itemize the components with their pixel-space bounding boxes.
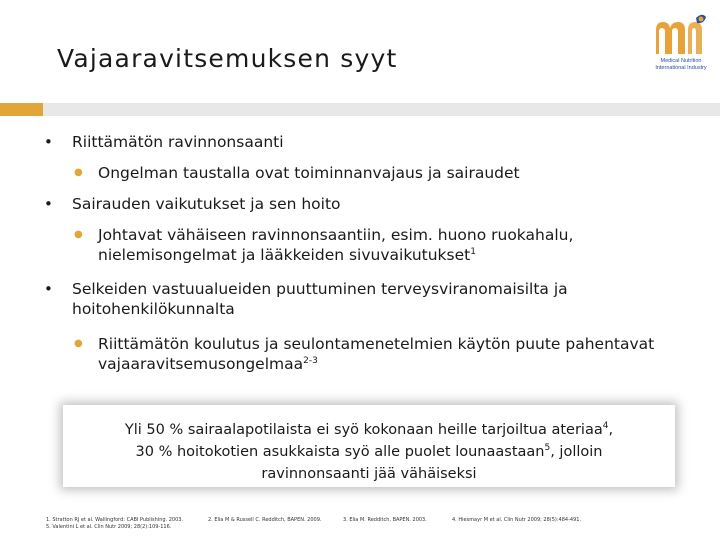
logo-text-line2: International Industry	[655, 65, 707, 71]
sub-bullet-dot: ●	[74, 229, 83, 240]
sub-bullet-text	[98, 225, 658, 265]
sub-bullet-line: vajaaravitsemusongelmaa	[98, 355, 304, 373]
reference-3: 3. Elia M. Redditch, BAPEN. 2003.	[343, 517, 427, 523]
highlight-callout	[63, 405, 675, 487]
bullet-dot: •	[44, 133, 53, 151]
sub-bullet-line: Riittämätön koulutus ja seulontamenetelmien käytön puute pahentavat	[98, 335, 655, 353]
sub-bullet-text	[98, 334, 658, 374]
footnote-ref: 1	[470, 246, 476, 257]
bullet-text: Sairauden vaikutukset ja sen hoito	[72, 195, 341, 213]
bullet-line: hoitohenkilökunnalta	[72, 300, 235, 318]
callout-text: ,	[608, 422, 614, 438]
callout-text: , jolloin	[550, 444, 603, 460]
bullet-line: Selkeiden vastuualueiden puuttuminen terveysviranomaisilta ja	[72, 280, 568, 298]
header-accent-bar	[0, 103, 43, 116]
sub-bullet-dot: ●	[74, 338, 83, 349]
reference-5: 5. Valentini L et al. Clin Nutr 2009; 28(2):109-116.	[46, 524, 172, 530]
bullet-text: Riittämätön ravinnonsaanti	[72, 133, 284, 151]
footnote-ref: 2-3	[303, 355, 318, 366]
header-divider	[43, 103, 720, 116]
mni-logo	[646, 14, 712, 72]
sub-bullet-line: nielemisongelmat ja lääkkeiden sivuvaikutukset	[98, 246, 471, 264]
sub-bullet-dot: ●	[74, 167, 83, 178]
bullet-dot: •	[44, 280, 53, 298]
callout-text: Yli 50 % sairaalapotilaista ei syö kokonaan heille tarjoiltua ateriaa	[124, 422, 603, 438]
footnote-ref: 4	[602, 421, 609, 432]
sub-bullet-text: Ongelman taustalla ovat toiminnanvajaus ja sairaudet	[98, 164, 520, 182]
reference-2: 2. Elia M & Russell C. Redditch, BAPEN. 2009.	[208, 517, 322, 523]
page-title: Vajaaravitsemuksen syyt	[57, 44, 398, 73]
callout-line: ravinnonsaanti jää vähäiseksi	[261, 466, 477, 482]
callout-line	[63, 441, 675, 463]
callout-line	[63, 419, 675, 441]
bullet-text	[72, 279, 672, 319]
reference-1: 1. Stratton RJ et al. Wallingford: CABI Publishing. 2003.	[46, 517, 184, 523]
callout-text: 30 % hoitokotien asukkaista syö alle puolet lounaastaan	[135, 444, 545, 460]
sub-bullet-line: Johtavat vähäiseen ravinnonsaantiin, esim. huono ruokahalu,	[98, 226, 574, 244]
reference-4: 4. Hiesmayr M et al. Clin Nutr 2009; 28(5):484-491.	[452, 517, 582, 523]
logo-text-line1: Medical Nutrition	[660, 58, 702, 64]
footnote-ref: 5	[544, 443, 551, 454]
mni-logo-mark	[650, 14, 708, 56]
bullet-dot: •	[44, 195, 53, 213]
